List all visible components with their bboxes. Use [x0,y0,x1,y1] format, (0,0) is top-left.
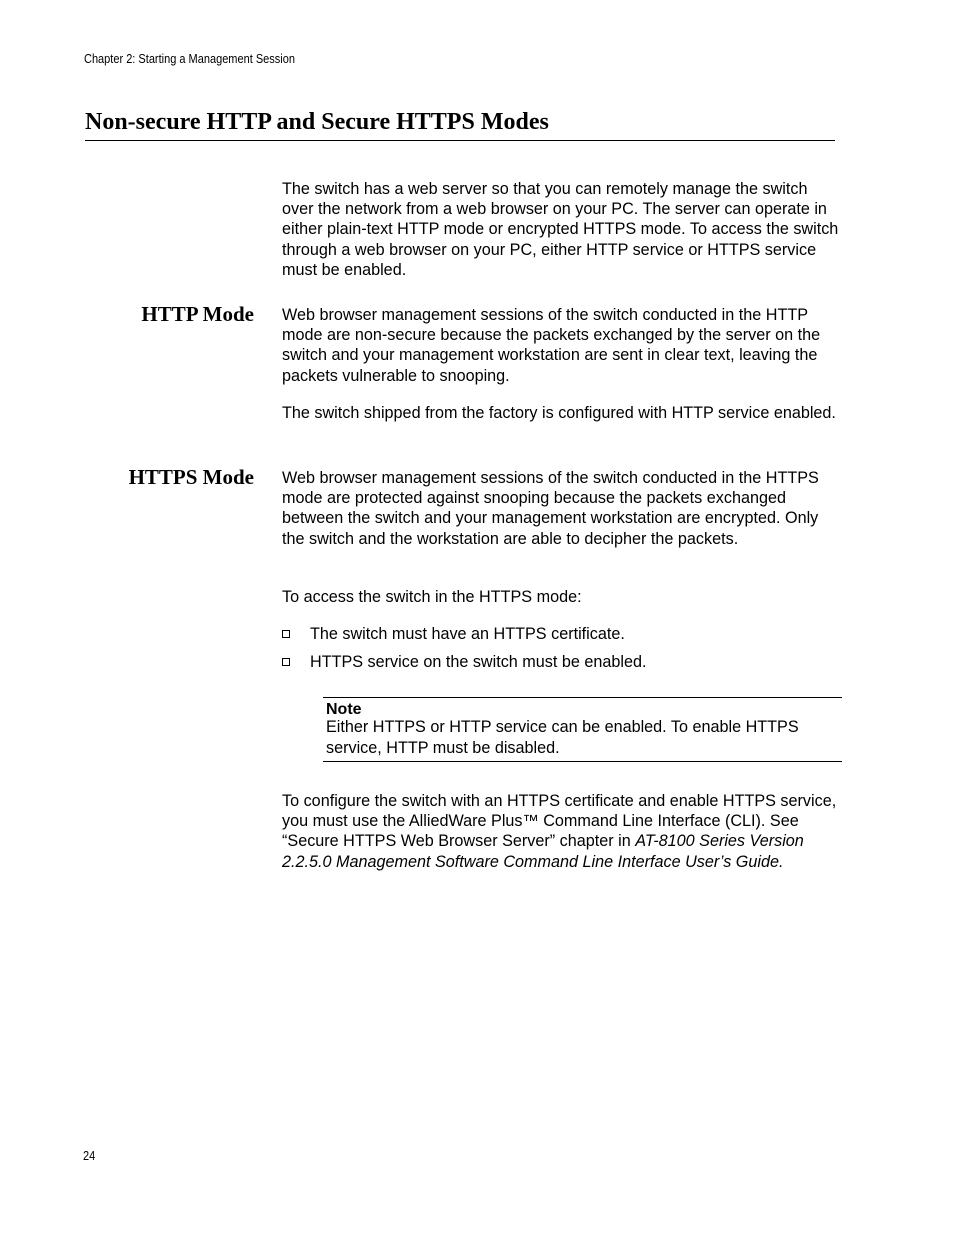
guide-reference: AT-8100 Series Version 2.2.5.0 Management Software Command Line Interface User’s Guide. [282,832,804,871]
note-box [323,697,842,762]
configure-text: To configure the switch with an HTTPS certificate and enable HTTPS service, you must use the AlliedWare Plus™ Command Line Interface (CLI). See “Secure HTTPS Web Browser Server” chapter in [282,792,837,851]
list-item-text: The switch must have an HTTPS certificate. [310,625,625,643]
checkbox-bullet-icon [282,630,290,638]
note-heading: Note [326,701,362,718]
configure-paragraph [282,791,842,872]
http-default-paragraph: The switch shipped from the factory is configured with HTTP service enabled. [282,404,836,422]
http-mode-paragraph: Web browser management sessions of the switch conducted in the HTTP mode are non-secure because the packets exchanged by the server on the switch and your management workstation are sent in clear text, leaving the packets vulnerable to snooping. [282,306,821,385]
note-text: Either HTTPS or HTTP service can be enabled. To enable HTTPS service, HTTP must be disabled. [326,718,799,757]
checkbox-bullet-icon [282,658,290,666]
https-mode-heading: HTTPS Mode [128,465,254,489]
intro-paragraph: The switch has a web server so that you can remotely manage the switch over the network from a web browser on your PC. The server can operate in either plain-text HTTP mode or encrypted HTTPS mode. To access the switch through a web browser on your PC, either HTTP service or HTTPS service must be enabled. [282,180,839,279]
page-number: 24 [83,1149,96,1163]
list-item-text: HTTPS service on the switch must be enabled. [310,653,647,671]
https-mode-paragraph: Web browser management sessions of the switch conducted in the HTTPS mode are protected against snooping because the packets exchanged between the switch and your management workstation are encrypted. Only the switch and the workstation are able to decipher the packets. [282,469,819,548]
running-header: Chapter 2: Starting a Management Session [84,52,295,66]
http-mode-heading: HTTP Mode [141,302,254,326]
section-title: Non-secure HTTP and Secure HTTPS Modes [85,107,835,141]
https-access-intro: To access the switch in the HTTPS mode: [282,588,582,606]
